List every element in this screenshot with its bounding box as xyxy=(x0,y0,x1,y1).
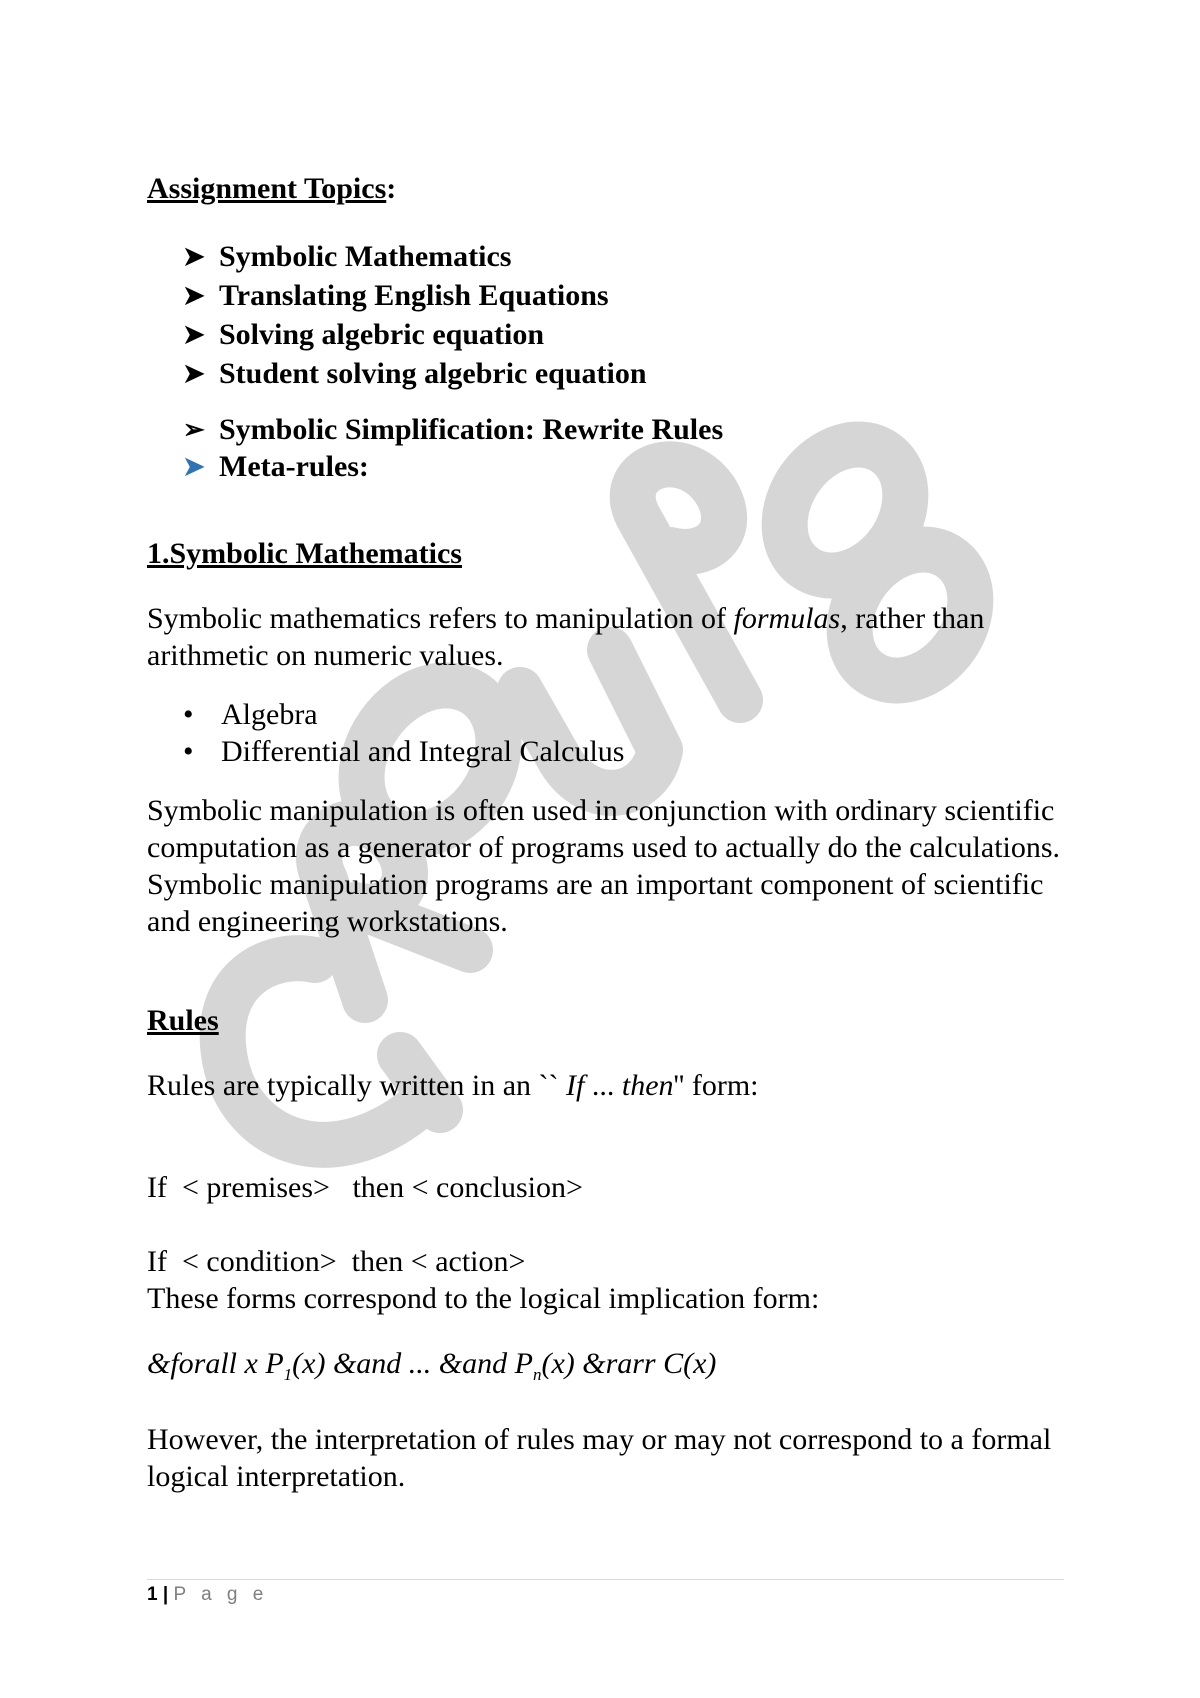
topic-label: Solving algebric equation xyxy=(219,318,545,351)
formula-part: &forall x P xyxy=(147,1347,284,1380)
topic-item xyxy=(183,315,1067,354)
rules-correspondence: These forms correspond to the logical implication form: xyxy=(147,1282,820,1315)
arrow-bullet-icon: ➤ xyxy=(183,320,205,349)
list-item xyxy=(183,733,1067,770)
implication-formula xyxy=(147,1345,1067,1393)
bullet-dot-icon: • xyxy=(183,698,194,731)
topic-item xyxy=(183,276,1067,315)
page-number: 1 xyxy=(147,1584,158,1605)
topic-label: Student solving algebric equation xyxy=(219,357,647,390)
rules-intro-text: Rules are typically written in an `` xyxy=(147,1069,567,1102)
topic-item xyxy=(183,411,1067,448)
section-heading-rules: Rules xyxy=(147,1004,219,1037)
assignment-title-colon: : xyxy=(386,172,397,205)
topic-item xyxy=(183,448,1067,485)
topic-item xyxy=(183,354,1067,393)
document-page xyxy=(147,170,1067,1495)
definition-emphasis: formulas xyxy=(733,602,841,635)
formula-part: (x) &rarr C(x) xyxy=(541,1347,717,1380)
list-item-label: Algebra xyxy=(221,698,318,731)
arrow-bullet-icon: ➤ xyxy=(183,359,205,388)
formula-part: (x) &and ... &and P xyxy=(292,1347,533,1380)
section-heading-symbolic-mathematics: 1.Symbolic Mathematics xyxy=(147,537,462,570)
rules-intro-then: then xyxy=(621,1069,674,1102)
assignment-title: Assignment Topics xyxy=(147,172,387,205)
rules-interpretation-paragraph: However, the interpretation of rules may or may not correspond to a formal logical interpretation. xyxy=(147,1423,1052,1493)
definition-text-end: , rather than arithmetic on numeric values. xyxy=(147,602,985,672)
topic-label: Translating English Equations xyxy=(219,279,609,312)
rule-form-condition: If < condition> then < action> xyxy=(147,1245,526,1278)
formula-subscript: 1 xyxy=(283,1365,293,1384)
footer-divider xyxy=(147,1579,1064,1580)
page-label: P a g e xyxy=(173,1584,269,1605)
topic-item xyxy=(183,237,1067,276)
bullet-dot-icon: • xyxy=(183,735,194,768)
topics-list xyxy=(147,237,1067,485)
topic-label: Meta-rules: xyxy=(219,450,369,483)
symbolic-manipulation-paragraph: Symbolic manipulation is often used in conjunction with ordinary scientific computation as a generator of programs used to actually do the calculations. Symbolic manipulation programs are an important component of scientific and engineering workstations. xyxy=(147,794,1061,938)
rules-intro-if: If xyxy=(566,1069,585,1102)
symbolic-math-definition xyxy=(147,600,1067,674)
assignment-title-row xyxy=(147,170,1067,207)
formula-subscript: n xyxy=(532,1365,542,1384)
list-item xyxy=(183,696,1067,733)
rules-intro-ellipsis: ... xyxy=(584,1069,622,1102)
rules-intro xyxy=(147,1067,1067,1104)
topic-label: Symbolic Simplification: Rewrite Rules xyxy=(219,413,724,446)
topic-label: Symbolic Mathematics xyxy=(219,240,512,273)
arrow-bullet-icon: ➤ xyxy=(183,281,205,310)
arrow-bullet-icon: ➤ xyxy=(183,452,205,481)
rules-intro-end: '' form: xyxy=(673,1069,759,1102)
list-item-label: Differential and Integral Calculus xyxy=(221,735,625,768)
topics-bullet-list xyxy=(147,696,1067,770)
footer-separator: | xyxy=(162,1584,169,1605)
arrow-bullet-icon: ➢ xyxy=(183,415,205,444)
rule-form-premises: If < premises> then < conclusion> xyxy=(147,1171,583,1204)
definition-text: Symbolic mathematics refers to manipulation of xyxy=(147,602,734,635)
page-footer xyxy=(147,1584,268,1606)
arrow-bullet-icon: ➤ xyxy=(183,242,205,271)
